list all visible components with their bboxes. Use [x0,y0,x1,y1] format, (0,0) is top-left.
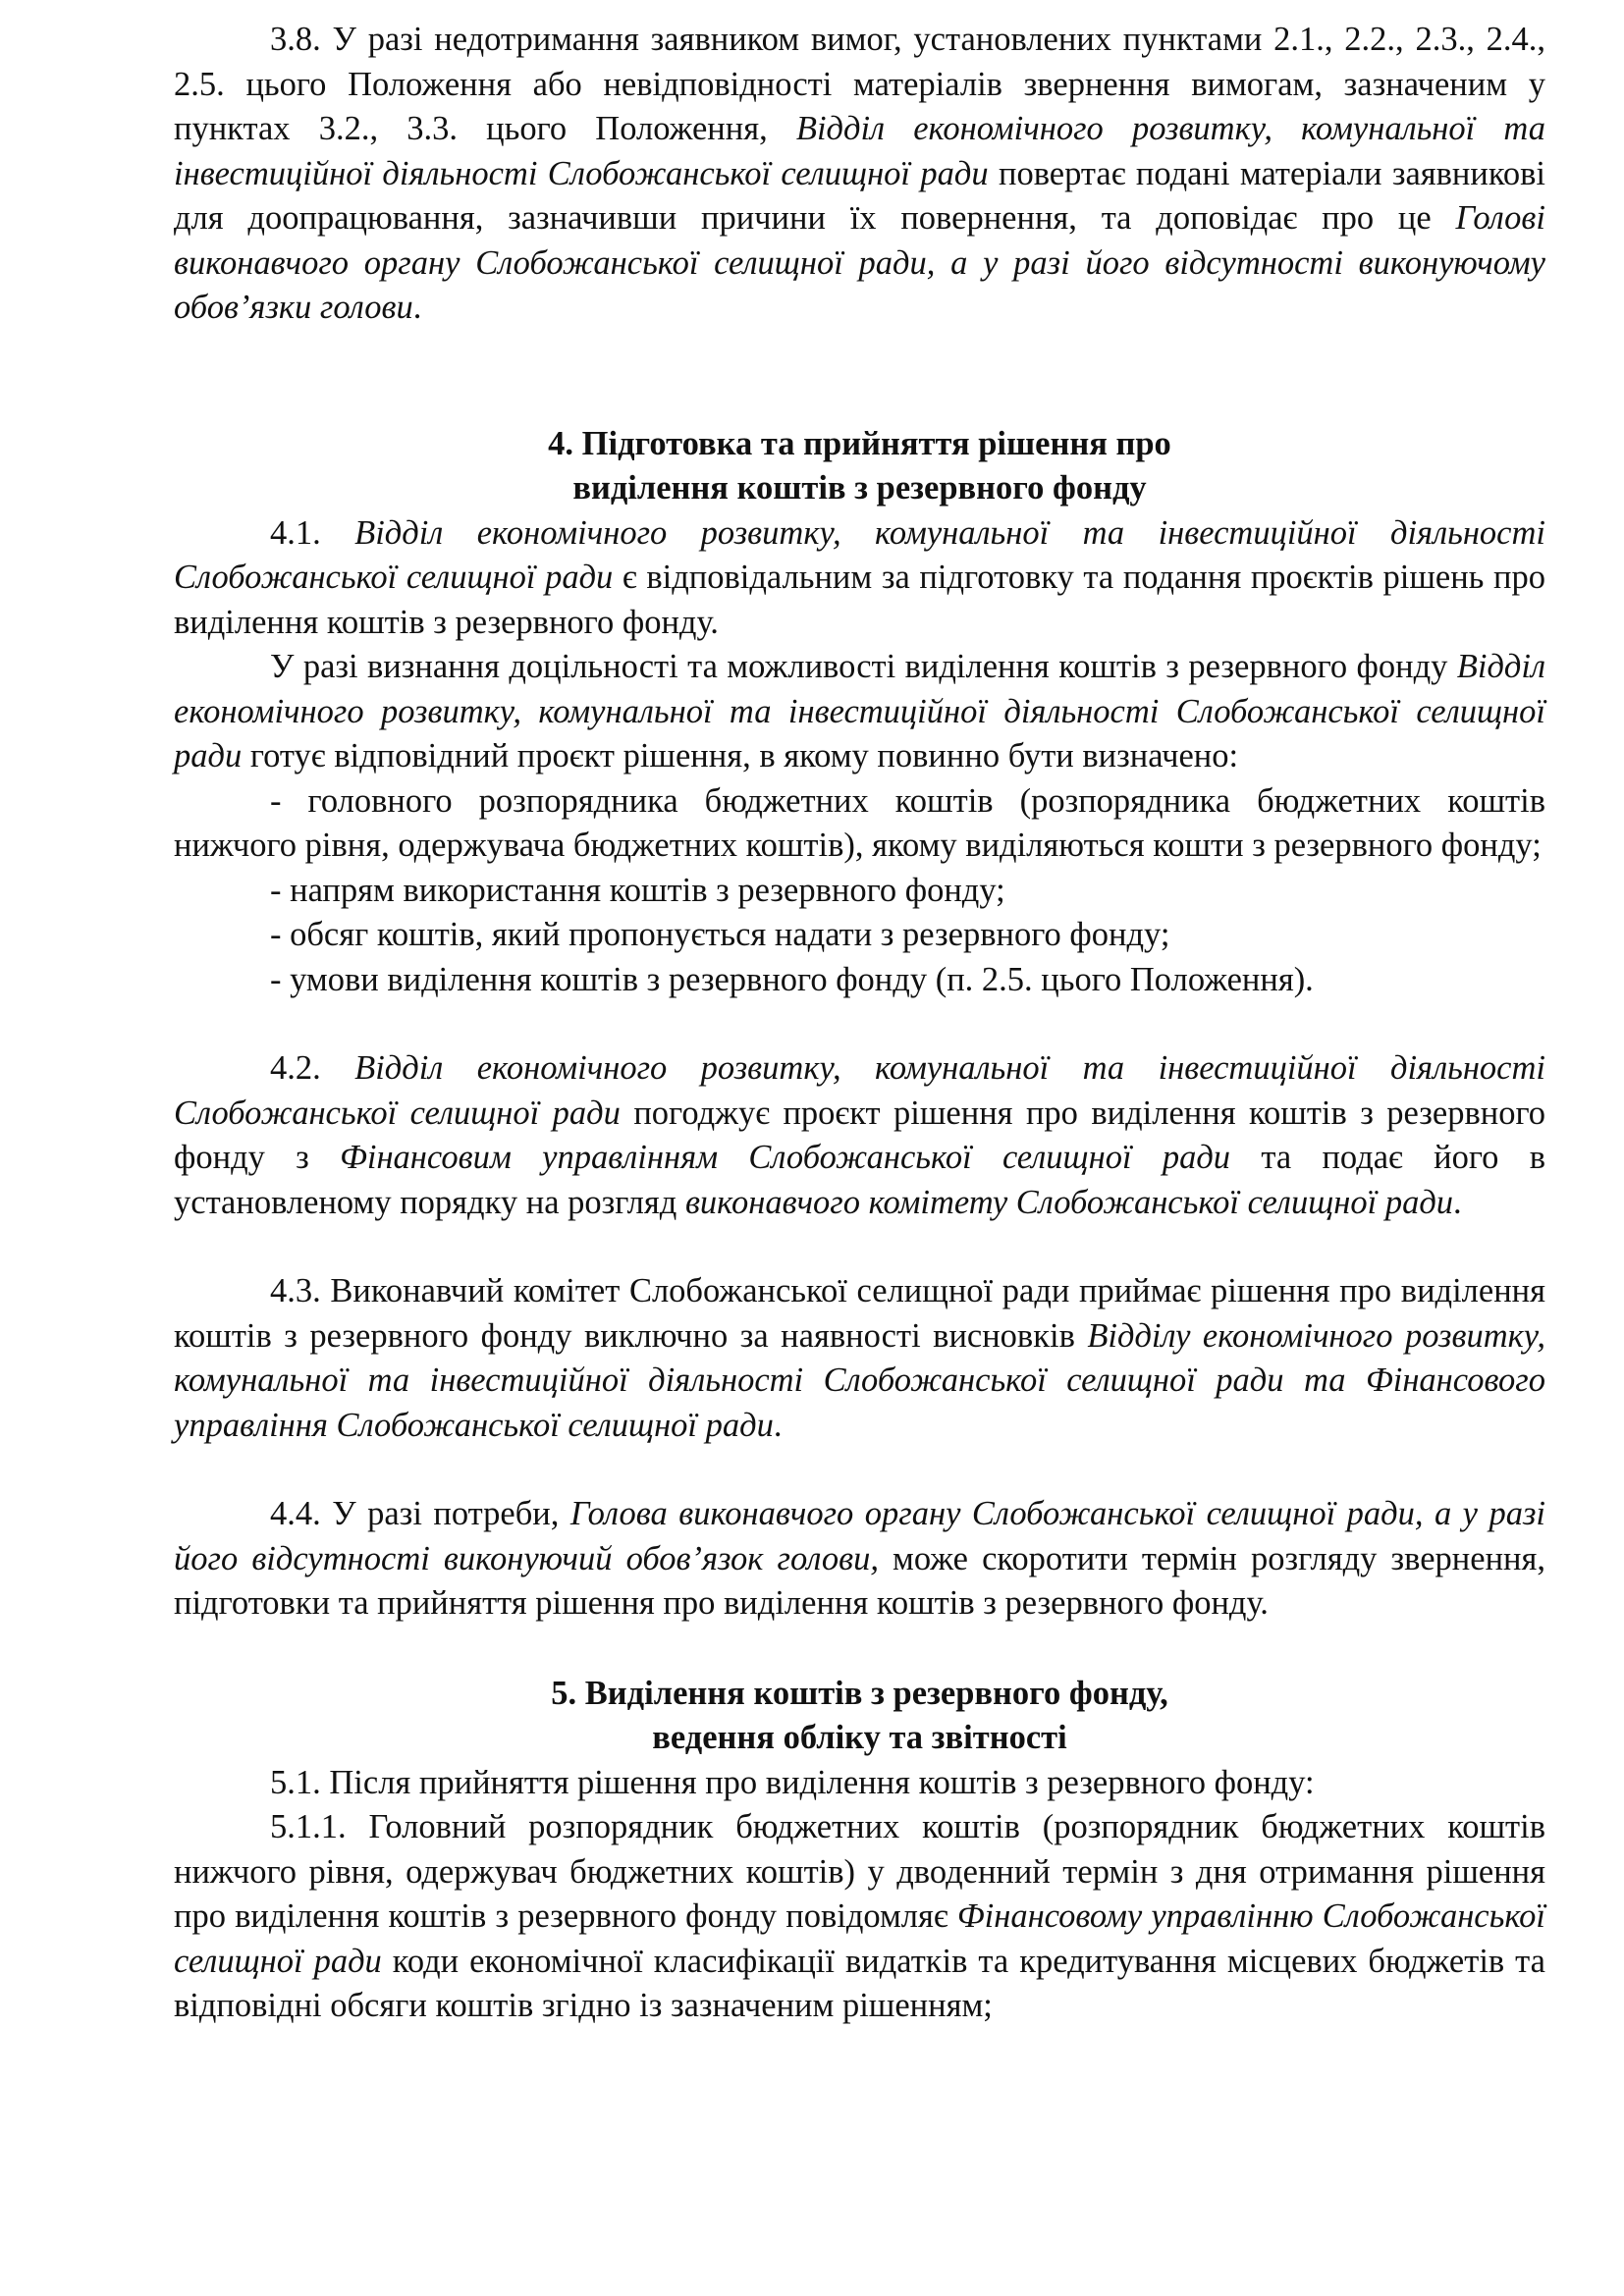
section-5-heading-line2: ведення обліку та звітності [652,1719,1067,1756]
list-item: - напрям використання коштів з резервного фонду; [270,871,1005,909]
paragraph-5-1: 5.1. Після прийняття рішення про виділення коштів з резервного фонду: [270,1763,1315,1801]
spacer [174,1002,1545,1046]
spacer [174,1448,1545,1492]
list-item: - головного розпорядника бюджетних коштів (розпорядника бюджетних коштів нижчого рівня, одержувача бюджетних коштів), якому виділяються кошти з резервного фонду; [174,781,1545,864]
paragraph-4-3: 4.3. Виконавчий комітет Слобожанської селищної ради приймає рішення про виділення коштів з резервного фонду виключно за наявності висновків Відділу економічного розвитку, комунальної та інвестиційної діяльності Слобожанської селищної ради та Фінансового управління Слобожанської селищної ради. [174,1272,1545,1444]
spacer [174,1225,1545,1269]
spacer [174,331,1545,422]
paragraph-4-4: 4.4. У разі потреби, Голова виконавчого органу Слобожанської селищної ради, а у разі його відсутності виконуючий обов’язок голови, може скоротити термін розгляду звернення, підготовки та прийняття рішення про виділення коштів з резервного фонду. [174,1495,1545,1622]
section-5-heading-line1: 5. Виділення коштів з резервного фонду, [551,1674,1168,1712]
list-item: - обсяг коштів, який пропонується надати з резервного фонду; [270,916,1170,953]
paragraph-5-1-1: 5.1.1. Головний розпорядник бюджетних коштів (розпорядник бюджетних коштів нижчого рівня, одержувач бюджетних коштів) у дводенний термін з дня отримання рішення про виділення коштів з резервного фонду повідомляє Фінансовому управлінню Слобожанської селищної ради коди економічної класифікації видатків та кредитування місцевих бюджетів та відповідні обсяги коштів згідно із зазначеним рішенням; [174,1808,1545,2024]
paragraph-4-1: 4.1. Відділ економічного розвитку, комунальної та інвестиційної діяльності Слобожанської селищної ради є відповідальним за підготовку та подання проєктів рішень про виділення коштів з резервного фонду. [174,513,1545,641]
paragraph-4-2: 4.2. Відділ економічного розвитку, комунальної та інвестиційної діяльності Слобожанської селищної ради погоджує проєкт рішення про виділення коштів з резервного фонду з Фінансовим управлінням Слобожанської селищної ради та подає його в установленому порядку на розгляд виконавчого комітету Слобожанської селищної ради. [174,1049,1546,1221]
section-4-heading-line1: 4. Підготовка та прийняття рішення про [548,424,1171,462]
section-4-heading-line2: виділення коштів з резервного фонду [572,469,1147,507]
list-item: - умови виділення коштів з резервного фонду (п. 2.5. цього Положення). [270,960,1314,998]
spacer [174,1627,1545,1672]
paragraph-4-1-continued: У разі визнання доцільності та можливості виділення коштів з резервного фонду Відділ економічного розвитку, комунальної та інвестиційної діяльності Слобожанської селищної ради готує відповідний проєкт рішення, в якому повинно бути визначено: [174,648,1545,774]
paragraph-3-8: 3.8. У разі недотримання заявником вимог, установлених пунктами 2.1., 2.2., 2.3., 2.4., 2.5. цього Положення або невідповідності матеріалів звернення вимогам, зазначеним у пунктах 3.2., 3.3. цього Положення, Відділ економічного розвитку, комунальної та інвестиційної діяльності Слобожанської селищної ради повертає подані матеріали заявникові для доопрацювання, зазначивши причини їх повернення, та доповідає про це Голові виконавчого органу Слобожанської селищної ради, а у разі його відсутності виконуючому обов’язки голови. [174,21,1545,326]
